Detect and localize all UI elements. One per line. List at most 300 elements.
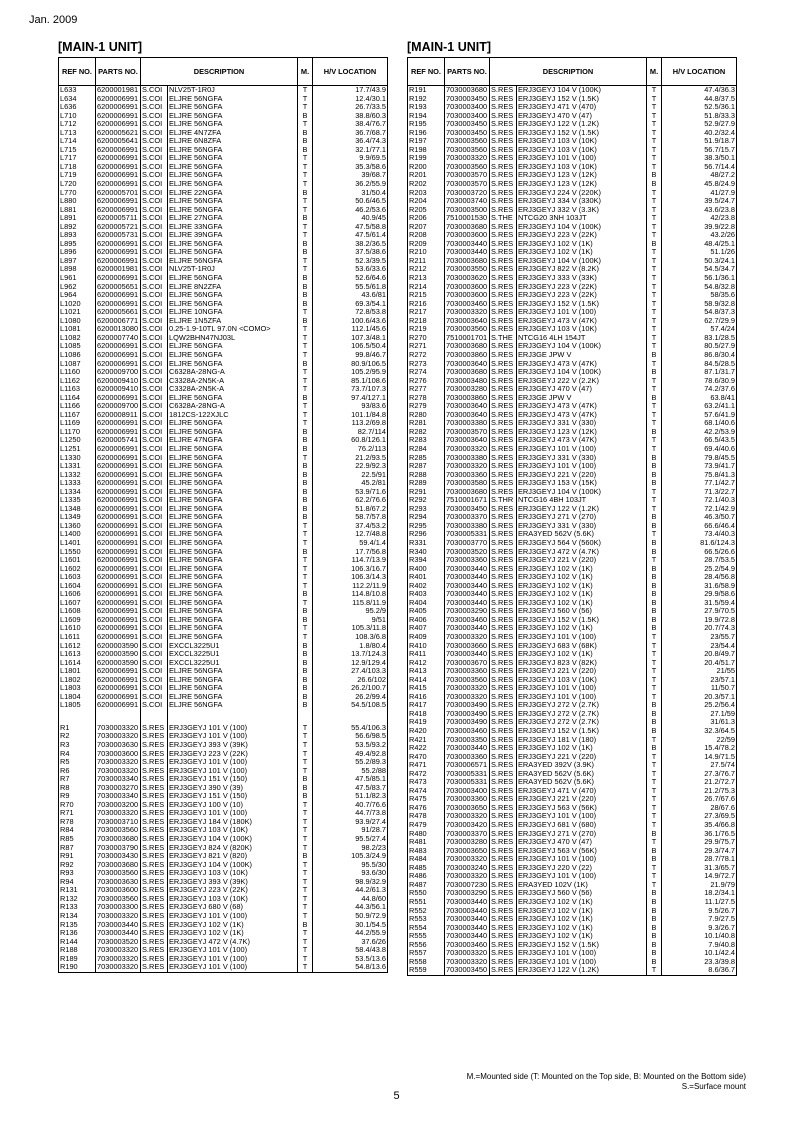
part-type-cell: S.RES [141,886,168,895]
table-row [59,835,388,844]
location-cell: 26.7/67.6 [662,795,737,804]
parts-number-cell: 7030003860 [445,351,490,360]
description-cell: ERJ3GEYJ 122 V (1.2K) [517,966,647,975]
parts-number-cell: 7030003320 [445,633,490,642]
location-cell: 83.1/28.5 [662,334,737,343]
part-type-cell: S.RES [490,129,517,138]
part-type-cell: S.RES [490,941,517,950]
description-cell: ERJ3GEYJ 101 V (100) [517,154,647,163]
ref-cell: R422 [408,744,445,753]
part-type-cell: S.COI [141,163,168,172]
parts-number-cell: 7030003460 [445,300,490,309]
location-cell: 38.4/76.7 [313,120,388,129]
ref-cell: R216 [408,300,445,309]
parts-number-cell: 6200006991 [96,180,141,189]
part-type-cell: S.RES [141,758,168,767]
part-type-cell: S.COI [141,428,168,437]
mounted-side-cell: T [647,197,662,206]
ref-cell: R270 [408,334,445,343]
mounted-side-cell: B [647,941,662,950]
table-row [59,650,388,659]
ref-cell: L1550 [59,548,96,557]
location-cell: 41/27.9 [662,189,737,198]
part-type-cell: S.RES [490,462,517,471]
description-cell: ERJ3GEYJ 823 V (82K) [517,659,647,668]
location-cell: 51.8/33.3 [662,112,737,121]
part-type-cell: S.COI [141,659,168,668]
parts-number-cell: 7030003560 [445,163,490,172]
parts-number-cell: 7030003440 [445,624,490,633]
parts-number-cell: 7030003290 [445,889,490,898]
table-row [408,163,737,172]
ref-cell: R91 [59,852,96,861]
part-type-cell: S.RES [141,750,168,759]
part-type-cell: S.COI [141,223,168,232]
location-cell: 56.7/15.7 [662,146,737,155]
part-type-cell: S.COI [141,471,168,480]
ref-cell: R404 [408,599,445,608]
description-cell: 0.25-1.9-10TL 97.0N <COMO> [168,325,298,334]
parts-number-cell: 7030003480 [445,377,490,386]
ref-cell: R557 [408,949,445,958]
location-cell: 36.7/68.7 [313,129,388,138]
description-cell: ELJRE 56NGFA [168,462,298,471]
parts-number-cell: 6200006991 [96,522,141,531]
location-cell: 93.9/27.4 [313,818,388,827]
location-cell: 14.9/71.5 [662,753,737,762]
part-type-cell: S.RES [141,724,168,733]
mounted-side-cell: T [647,761,662,770]
parts-number-cell: 6200006991 [96,505,141,514]
location-cell: 15.4/78.2 [662,744,737,753]
parts-number-cell: 7030003560 [96,869,141,878]
location-cell: 55.2/88 [313,767,388,776]
ref-cell: R551 [408,898,445,907]
location-cell: 14.9/72.7 [662,872,737,881]
description-cell: ELJRE 56NGFA [168,479,298,488]
location-cell: 50.6/46.5 [313,197,388,206]
ref-cell: R85 [59,835,96,844]
ref-cell: R131 [59,886,96,895]
location-cell: 10.1/40.8 [662,932,737,941]
description-cell: ERJ3GEYJ 123 V (12K) [517,180,647,189]
mounted-side-cell: T [298,565,313,574]
ref-cell: L1086 [59,351,96,360]
part-type-cell: S.RES [490,684,517,693]
mounted-side-cell: T [647,146,662,155]
mounted-side-cell: T [647,684,662,693]
ref-cell: R71 [59,809,96,818]
ref-cell: R410 [408,642,445,651]
description-cell: ELJRE 56NGFA [168,565,298,574]
part-type-cell: S.RES [490,522,517,531]
part-type-cell: S.RES [490,915,517,924]
location-cell: 98.2/23 [313,844,388,853]
location-cell: 112.1/45.6 [313,325,388,334]
location-cell: 95.5/27.4 [313,835,388,844]
part-type-cell: S.RES [490,855,517,864]
part-type-cell: S.COI [141,445,168,454]
ref-cell: R291 [408,488,445,497]
ref-cell: L1604 [59,582,96,591]
ref-cell: R192 [408,95,445,104]
table-row [59,573,388,582]
mounted-side-cell: T [647,189,662,198]
location-cell: 54.8/32.8 [662,283,737,292]
part-type-cell: S.COI [141,351,168,360]
ref-cell: R487 [408,881,445,890]
parts-number-cell: 6200005641 [96,137,141,146]
parts-number-cell: 7030003280 [445,385,490,394]
parts-number-cell: 7030003680 [96,861,141,870]
parts-number-cell: 7030003450 [445,505,490,514]
ref-cell: L1085 [59,342,96,351]
location-cell: 55.5/61.8 [313,283,388,292]
parts-number-cell: 6200006991 [96,300,141,309]
table-row [408,539,737,548]
ref-cell: R92 [59,861,96,870]
ref-cell: L895 [59,240,96,249]
location-cell: 12.9/129.4 [313,659,388,668]
part-type-cell: S.COI [141,317,168,326]
location-cell: 115.8/11.9 [313,599,388,608]
ref-cell: R485 [408,864,445,873]
table-row [408,736,737,745]
description-cell: ELJRE 56NGFA [168,582,298,591]
table-row [408,958,737,967]
ref-cell: R191 [408,86,445,95]
part-type-cell: S.RES [490,650,517,659]
table-row [59,274,388,283]
description-cell: ELJRE 56NGFA [168,180,298,189]
table-row [59,818,388,827]
ref-cell: R289 [408,479,445,488]
parts-number-cell: 7030003440 [96,921,141,930]
ref-cell: L897 [59,257,96,266]
location-cell: 58/35.6 [662,291,737,300]
part-type-cell: S.RES [490,624,517,633]
part-type-cell: S.RES [490,949,517,958]
description-cell: ERA3YED 392V (3.9K) [517,761,647,770]
description-cell: ELJRE 56NGFA [168,667,298,676]
mounted-side-cell: B [298,693,313,702]
location-cell: 99.8/46.7 [313,351,388,360]
description-cell: ELJRE 56NGFA [168,360,298,369]
right-unit-title: [MAIN-1 UNIT] [407,40,492,54]
location-cell: 40.7/76.6 [313,801,388,810]
location-cell: 42/23.8 [662,214,737,223]
parts-number-cell: 6200009410 [96,377,141,386]
mounted-side-cell: T [298,556,313,565]
description-cell: ERJ3GEYJ 101 V (100) [517,462,647,471]
mounted-side-cell: B [298,189,313,198]
table-row [59,938,388,947]
mounted-side-cell: T [647,676,662,685]
table-row [59,607,388,616]
description-cell: ERJ3GEYJ 101 V (100) [517,958,647,967]
parts-number-cell: 7030003440 [445,599,490,608]
part-type-cell: S.RES [490,257,517,266]
mounted-side-cell: B [298,283,313,292]
table-row [59,377,388,386]
location-cell: 106.5/50.4 [313,342,388,351]
table-row [59,462,388,471]
location-cell: 100.6/43.6 [313,317,388,326]
table-row [59,809,388,818]
part-type-cell: S.COI [141,556,168,565]
part-type-cell: S.RES [141,878,168,887]
parts-number-cell: 7030003360 [445,795,490,804]
part-type-cell: S.COI [141,377,168,386]
parts-number-cell: 7030003570 [445,180,490,189]
ref-cell: R420 [408,727,445,736]
part-type-cell: S.RES [141,869,168,878]
ref-cell: R479 [408,821,445,830]
description-cell: ERJ3GEYJ 151 V (150) [168,775,298,784]
location-cell: 27.5/74 [662,761,737,770]
mounted-side-cell: T [298,912,313,921]
location-cell: 108.3/6.8 [313,633,388,642]
location-cell: 52.3/39.5 [313,257,388,266]
mounted-side-cell: B [298,360,313,369]
ref-cell: L1162 [59,377,96,386]
location-cell: 72.8/53.8 [313,308,388,317]
description-cell: ELJRE 56NGFA [168,445,298,454]
location-cell: 37.6/26 [313,938,388,947]
mounted-side-cell: T [298,801,313,810]
ref-cell: R407 [408,624,445,633]
part-type-cell: S.COI [141,505,168,514]
parts-number-cell: 7030003240 [445,864,490,873]
ref-cell: L898 [59,265,96,274]
parts-number-cell: 7030003670 [445,659,490,668]
table-row [59,758,388,767]
location-cell: 32.1/77.1 [313,146,388,155]
description-cell: ELJRE 56NGFA [168,291,298,300]
description-cell: ELJRE 39NGFA [168,231,298,240]
parts-number-cell: 7030003450 [445,966,490,975]
part-type-cell: S.RES [490,505,517,514]
part-type-cell: S.RES [490,804,517,813]
mounted-side-cell: B [647,847,662,856]
description-cell: C3328A-2N5K-A [168,385,298,394]
ref-cell: R414 [408,676,445,685]
part-type-cell: S.RES [490,197,517,206]
description-cell: ERJ3GEYJ 223 V (22K) [517,231,647,240]
parts-number-cell: 6200006991 [96,103,141,112]
location-cell: 101.1/84.8 [313,411,388,420]
ref-cell: R218 [408,317,445,326]
parts-number-cell: 7030003320 [445,949,490,958]
description-cell: ERJ3GEYJ 821 V (820) [168,852,298,861]
part-type-cell: S.COI [141,95,168,104]
parts-number-cell: 6200006991 [96,684,141,693]
parts-number-cell: 7030003440 [445,565,490,574]
location-cell: 46.3/50.7 [662,513,737,522]
part-type-cell: S.RES [490,206,517,215]
part-type-cell: S.RES [141,903,168,912]
part-type-cell: S.COI [141,582,168,591]
ref-cell: R554 [408,924,445,933]
mounted-side-cell: T [298,342,313,351]
ref-cell: L880 [59,197,96,206]
part-type-cell: S.RES [141,801,168,810]
parts-number-cell: 7030003320 [96,955,141,964]
parts-number-cell: 6200005731 [96,231,141,240]
ref-cell: R204 [408,197,445,206]
parts-number-cell: 7030003440 [445,248,490,257]
part-type-cell: S.THR [490,496,517,505]
mounted-side-cell: T [647,436,662,445]
part-type-cell: S.COI [141,137,168,146]
part-type-cell: S.COI [141,385,168,394]
part-type-cell: S.RES [490,753,517,762]
part-type-cell: S.COI [141,479,168,488]
parts-number-cell: 6200006991 [96,565,141,574]
ref-cell: R214 [408,283,445,292]
parts-number-cell: 7030003320 [96,724,141,733]
part-type-cell: S.RES [490,223,517,232]
ref-cell: R134 [59,912,96,921]
table-row [408,599,737,608]
location-cell [313,710,388,724]
description-cell: ELJRE 56NGFA [168,454,298,463]
parts-number-cell: 6200006991 [96,667,141,676]
mounted-side-cell: B [647,907,662,916]
part-type-cell: S.COI [141,265,168,274]
table-row [59,445,388,454]
location-cell: 9.3/26.7 [662,924,737,933]
description-cell: ELJRE 56NGFA [168,394,298,403]
part-type-cell: S.RES [490,847,517,856]
description-cell: ELJRE 47NGFA [168,436,298,445]
location-cell: 73.9/41.7 [662,462,737,471]
ref-cell: R6 [59,767,96,776]
description-cell: ERJ3GEYJ 103 V (10K) [517,325,647,334]
parts-number-cell: 7030005331 [445,778,490,787]
location-cell: 63.8/41 [662,394,737,403]
mounted-side-cell: T [647,804,662,813]
ref-cell: R3 [59,741,96,750]
parts-number-cell: 7030003710 [96,818,141,827]
col-header-description: DESCRIPTION [141,58,298,86]
mounted-side-cell: B [298,775,313,784]
location-cell: 73.4/40.3 [662,530,737,539]
ref-cell: R483 [408,847,445,856]
mounted-side-cell: T [647,770,662,779]
table-row [408,676,737,685]
ref-cell: R412 [408,659,445,668]
location-cell: 106.3/14.3 [313,573,388,582]
part-type-cell: S.COI [141,129,168,138]
part-type-cell: S.COI [141,257,168,266]
part-type-cell: S.RES [490,864,517,873]
part-type-cell: S.RES [490,513,517,522]
location-cell: 23/54.4 [662,642,737,651]
table-row [408,590,737,599]
location-cell: 56.7/14.4 [662,163,737,172]
mounted-side-cell: T [647,445,662,454]
part-type-cell: S.COI [141,411,168,420]
ref-cell: L715 [59,146,96,155]
location-cell: 9.9/69.5 [313,154,388,163]
location-cell: 76.2/113 [313,445,388,454]
table-row [59,283,388,292]
mounted-side-cell: T [298,522,313,531]
mounted-side-cell: T [647,778,662,787]
part-type-cell: S.COI [141,300,168,309]
description-cell: ELJRE 6N8ZFA [168,137,298,146]
col-header-mounted: M. [647,58,662,86]
mounted-side-cell: B [647,727,662,736]
part-type-cell: S.RES [490,718,517,727]
part-type-cell: S.COI [141,419,168,428]
description-cell: ERJ3GEYJ 223 V (22K) [168,750,298,759]
location-cell: 72.1/40.3 [662,496,737,505]
part-type-cell: S.COI [141,642,168,651]
part-type-cell: S.RES [490,163,517,172]
mounted-side-cell: T [647,505,662,514]
ref-cell: L1082 [59,334,96,343]
parts-number-cell: 7030003290 [445,607,490,616]
ref-cell: L1802 [59,676,96,685]
ref-cell: L1609 [59,616,96,625]
parts-number-cell: 7030003320 [96,963,141,972]
parts-number-cell: 7030003440 [445,932,490,941]
part-type-cell: S.RES [490,394,517,403]
location-cell: 47.5/85.1 [313,775,388,784]
description-cell: NTCG16 4BH 103JT [517,496,647,505]
location-cell: 30.1/54.5 [313,921,388,930]
table-row [59,360,388,369]
part-type-cell: S.RES [490,795,517,804]
description-cell: EXCCL3225U1 [168,642,298,651]
part-type-cell: S.COI [141,530,168,539]
mounted-side-cell: B [647,889,662,898]
location-cell: 60.8/126.1 [313,436,388,445]
location-cell: 63.2/41.1 [662,402,737,411]
location-cell: 37.5/38.6 [313,248,388,257]
mounted-side-cell: T [298,95,313,104]
parts-number-cell: 7030003320 [445,958,490,967]
ref-cell: L633 [59,86,96,95]
mounted-side-cell: B [647,180,662,189]
parts-number-cell: 6200001981 [96,265,141,274]
parts-number-cell: 6200006991 [96,548,141,557]
part-type-cell: S.COI [141,248,168,257]
ref-cell: L1335 [59,496,96,505]
part-type-cell: S.COI [141,368,168,377]
parts-number-cell: 7030003620 [445,274,490,283]
mounted-side-cell: B [298,852,313,861]
table-row [408,402,737,411]
part-type-cell: S.COI [141,103,168,112]
table-row [408,334,737,343]
part-type-cell: S.RES [490,120,517,129]
mounted-side-cell: T [647,283,662,292]
parts-number-cell: 7030003740 [445,197,490,206]
mounted-side-cell: T [298,955,313,964]
col-header-description: DESCRIPTION [490,58,647,86]
parts-number-cell: 6200006991 [96,616,141,625]
part-type-cell: S.RES [490,676,517,685]
description-cell: ELJRE 56NGFA [168,154,298,163]
mounted-side-cell: T [647,120,662,129]
description-cell: ERJ3GEYJ 102 V (1K) [517,565,647,574]
table-row [408,171,737,180]
location-cell: 74.2/37.6 [662,385,737,394]
mounted-side-cell: T [298,539,313,548]
